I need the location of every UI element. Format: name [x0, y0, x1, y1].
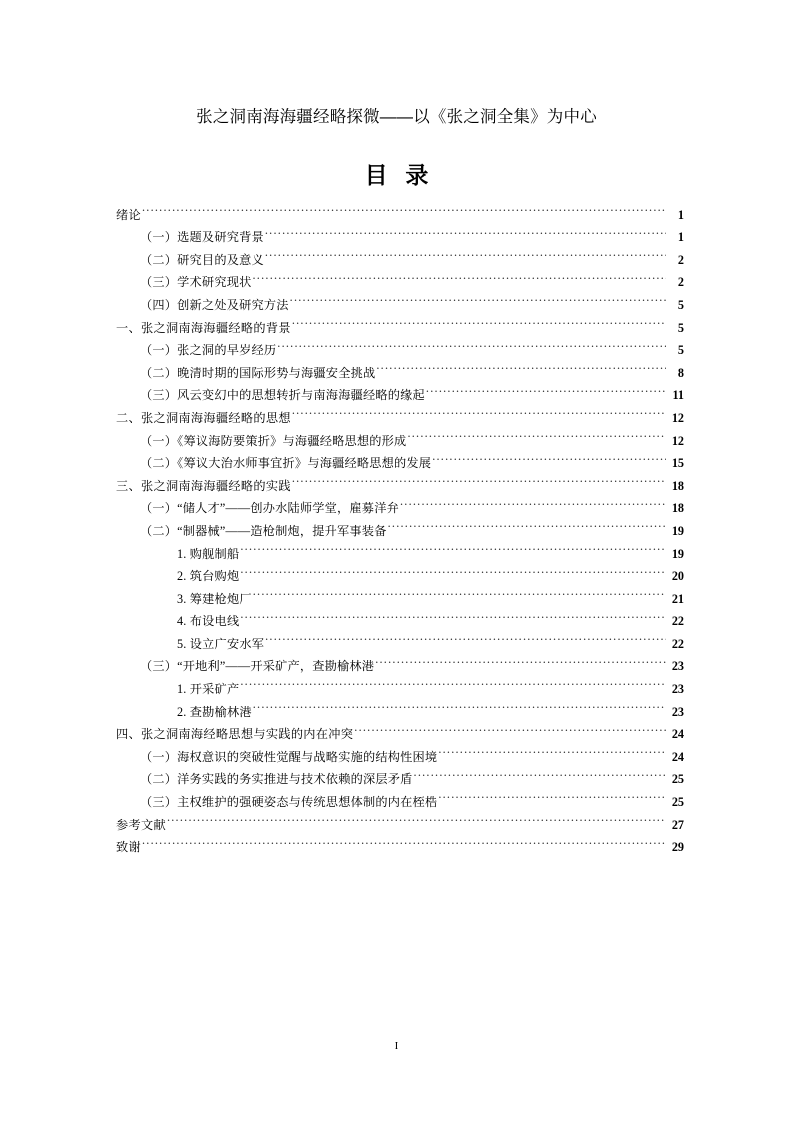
toc-entry-page-number: 12 [671, 433, 684, 448]
toc-dot-leader [240, 670, 666, 693]
toc-entry-page-number: 22 [671, 614, 684, 629]
toc-entry-label: 绪论 [116, 207, 141, 222]
toc-entry-page-number: 25 [671, 772, 684, 787]
toc-entry-page-number: 11 [672, 388, 684, 403]
toc-dot-leader [240, 535, 666, 558]
toc-entry-page-number: 15 [671, 456, 684, 471]
toc-entry-page-number: 18 [671, 478, 684, 493]
toc-entry-label: （三）主权维护的强硬姿态与传统思想体制的内在桎梏 [140, 795, 438, 810]
toc-entry-page-number: 2 [677, 252, 684, 267]
toc-dot-leader [400, 490, 666, 513]
toc-entry-label: 4. 布设电线 [177, 614, 240, 629]
toc-entry[interactable] [177, 580, 684, 606]
toc-entry-label: 四、张之洞南海经略思想与实践的内在冲突 [116, 727, 354, 742]
toc-entry-page-number: 21 [671, 591, 684, 606]
toc-entry-page-number: 5 [677, 297, 684, 312]
toc-entry[interactable] [177, 603, 684, 629]
toc-entry-page-number: 18 [671, 501, 684, 516]
toc-entry[interactable] [116, 196, 684, 222]
toc-dot-leader [438, 738, 666, 761]
toc-dot-leader [240, 558, 666, 581]
toc-entry-label: 二、张之洞南海海疆经略的思想 [116, 410, 291, 425]
toc-dot-leader [142, 196, 666, 219]
toc-dot-leader [292, 309, 666, 332]
toc-entry-page-number: 23 [671, 659, 684, 674]
page-number-marker: I [394, 1040, 399, 1052]
toc-dot-leader [354, 716, 666, 739]
toc-dot-leader [426, 377, 666, 400]
toc-dot-leader [376, 354, 666, 377]
toc-entry-page-number: 5 [677, 320, 684, 335]
toc-dot-leader [407, 422, 666, 445]
toc-dot-leader [290, 286, 666, 309]
toc-entry-page-number: 22 [671, 636, 684, 651]
toc-dot-leader [432, 445, 666, 468]
toc-entry-label: （二）“制器械”——造枪制炮，提升军事装备 [140, 523, 387, 538]
toc-dot-leader [240, 603, 666, 626]
toc-entry-label: 三、张之洞南海海疆经略的实践 [116, 478, 291, 493]
toc-entry-label: 3. 筹建枪炮厂 [177, 591, 252, 606]
toc-entry-label: 1. 购舰制船 [177, 546, 240, 561]
toc-entry-page-number: 23 [671, 704, 684, 719]
toc-dot-leader [292, 467, 666, 490]
toc-entry-page-number: 29 [671, 840, 684, 855]
toc-entry-page-number: 24 [671, 727, 684, 742]
toc-entry-label: （四）创新之处及研究方法 [140, 297, 289, 312]
toc-entry-page-number: 24 [671, 749, 684, 764]
toc-entry[interactable] [177, 625, 684, 651]
toc-entry-page-number: 1 [677, 230, 684, 245]
toc-entry[interactable] [140, 219, 684, 245]
page-title: 张之洞南海海疆经略探微——以《张之洞全集》为中心 [196, 108, 597, 126]
toc-entry-label: （二）研究目的及意义 [140, 252, 264, 267]
toc-entry[interactable] [177, 670, 684, 697]
toc-dot-leader [167, 806, 666, 829]
toc-entry-label: （三）“开地利”——开采矿产，查勘榆林港 [140, 659, 375, 674]
table-of-contents [116, 196, 684, 855]
toc-entry-page-number: 8 [677, 365, 684, 380]
toc-entry-page-number: 27 [671, 817, 684, 832]
toc-dot-leader [142, 829, 666, 852]
toc-entry-label: 一、张之洞南海海疆经略的背景 [116, 320, 291, 335]
toc-dot-leader [277, 332, 666, 355]
toc-entry-page-number: 1 [677, 207, 684, 222]
toc-entry-label: （三）风云变幻中的思想转折与南海海疆经略的缘起 [140, 388, 425, 403]
toc-heading: 目 录 [364, 163, 435, 188]
toc-entry-page-number: 25 [671, 795, 684, 810]
toc-dot-leader [253, 580, 666, 603]
toc-entry[interactable] [116, 829, 684, 855]
toc-entry-label: 参考文献 [116, 817, 166, 832]
toc-dot-leader [292, 399, 666, 422]
toc-dot-leader [265, 625, 666, 648]
toc-entry-label: 2. 筑台购炮 [177, 569, 240, 584]
toc-dot-leader [388, 512, 666, 535]
toc-entry-page-number: 5 [677, 343, 684, 358]
toc-entry[interactable] [177, 535, 684, 561]
toc-entry-label: （三）学术研究现状 [140, 275, 252, 290]
toc-dot-leader [265, 219, 666, 242]
toc-entry-page-number: 20 [671, 569, 684, 584]
toc-entry-page-number: 23 [671, 682, 684, 697]
toc-dot-leader [438, 783, 666, 806]
toc-entry-label: （一）《筹议海防要策折》与海疆经略思想的形成 [140, 433, 407, 448]
toc-entry-label: 5. 设立广安水军 [177, 636, 265, 651]
toc-entry-label: （一）“储人才”——创办水陆师学堂，雇募洋弁 [140, 501, 399, 516]
toc-dot-leader [253, 264, 667, 287]
toc-dot-leader [375, 648, 666, 671]
toc-entry-label: 1. 开采矿产 [177, 682, 240, 697]
toc-entry-page-number: 12 [671, 410, 684, 425]
toc-entry-page-number: 2 [677, 275, 684, 290]
toc-entry[interactable] [177, 558, 684, 584]
toc-dot-leader [253, 693, 666, 716]
toc-entry-label: （二）洋务实践的务实推进与技术依赖的深层矛盾 [140, 772, 413, 787]
toc-entry-label: 2. 查勘榆林港 [177, 704, 252, 719]
toc-entry-page-number: 19 [671, 523, 684, 538]
toc-entry[interactable] [177, 693, 684, 719]
toc-entry-label: （二）晚清时期的国际形势与海疆安全挑战 [140, 365, 376, 380]
toc-dot-leader [414, 761, 666, 784]
toc-entry-label: （一）张之洞的早岁经历 [140, 343, 277, 358]
toc-entry[interactable] [116, 806, 684, 832]
toc-entry-label: （一）选题及研究背景 [140, 230, 264, 245]
toc-entry-label: （二）《筹议大治水师事宜折》与海疆经略思想的发展 [140, 456, 432, 471]
toc-entry-page-number: 19 [671, 546, 684, 561]
toc-entry-label: （一）海权意识的突破性觉醒与战略实施的结构性困境 [140, 749, 438, 764]
toc-dot-leader [265, 241, 666, 264]
toc-entry-label: 致谢 [116, 840, 141, 855]
